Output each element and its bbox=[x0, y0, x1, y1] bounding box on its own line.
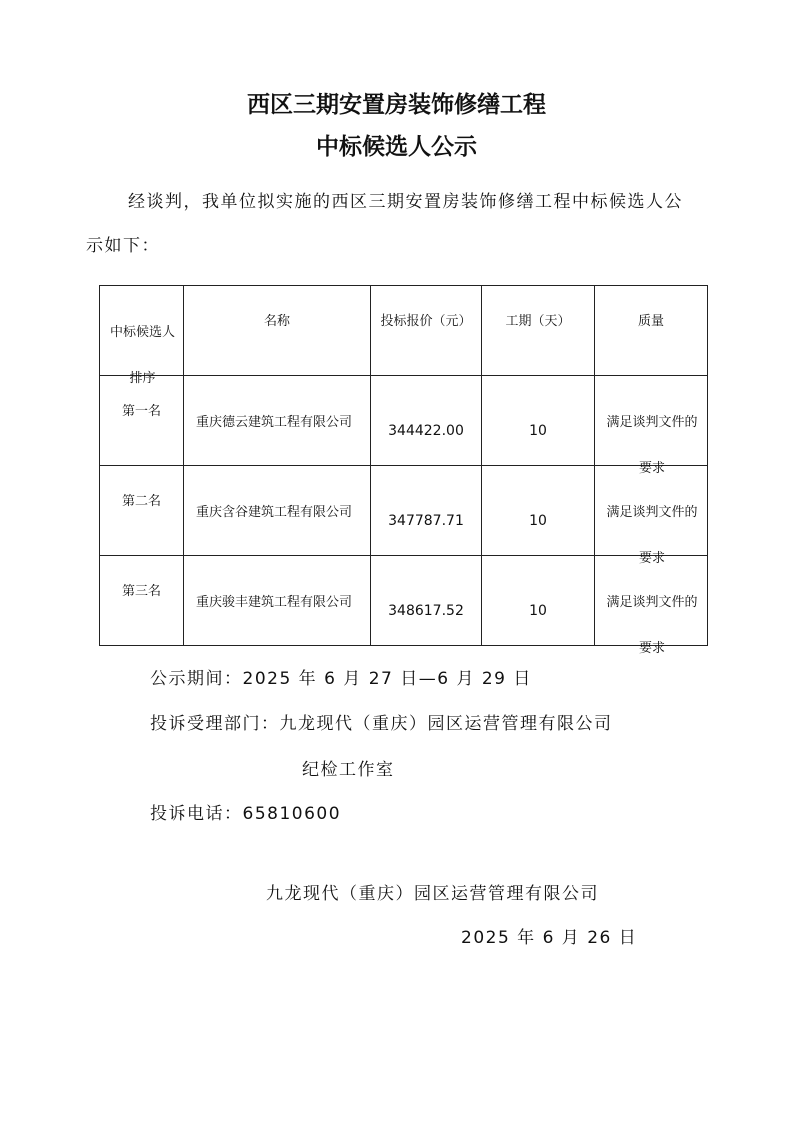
intro-paragraph bbox=[86, 180, 731, 268]
cell-quality: 满足谈判文件的要求 bbox=[595, 466, 708, 556]
cell-duration: 10 bbox=[482, 376, 595, 466]
intro-line-2: 示如下： bbox=[86, 236, 160, 256]
complaint-department: 投诉受理部门：九龙现代（重庆）园区运营管理有限公司 bbox=[150, 714, 613, 734]
signature-organization: 九龙现代（重庆）园区运营管理有限公司 bbox=[266, 884, 599, 904]
table-row bbox=[100, 466, 708, 556]
signature-date: 2025 年 6 月 26 日 bbox=[461, 928, 638, 948]
table-row bbox=[100, 556, 708, 646]
document-title-line-2: 中标候选人公示 bbox=[316, 133, 477, 160]
cell-quality: 满足谈判文件的要求 bbox=[595, 376, 708, 466]
header-quality: 质量 bbox=[595, 286, 708, 376]
cell-company-name: 重庆骏丰建筑工程有限公司 bbox=[184, 556, 371, 646]
complaint-phone: 投诉电话：65810600 bbox=[150, 804, 342, 824]
intro-line-1: 经谈判，我单位拟实施的西区三期安置房装饰修缮工程中标候选人公 bbox=[128, 192, 683, 212]
header-rank: 中标候选人排序 bbox=[100, 286, 184, 376]
cell-duration: 10 bbox=[482, 556, 595, 646]
cell-rank: 第三名 bbox=[100, 556, 184, 646]
header-name: 名称 bbox=[184, 286, 371, 376]
candidate-table bbox=[99, 285, 708, 656]
cell-rank: 第一名 bbox=[100, 376, 184, 466]
cell-duration: 10 bbox=[482, 466, 595, 556]
cell-bid-price: 348617.52 bbox=[371, 556, 482, 646]
cell-quality: 满足谈判文件的要求 bbox=[595, 556, 708, 646]
cell-rank: 第二名 bbox=[100, 466, 184, 556]
complaint-department-continued: 纪检工作室 bbox=[302, 760, 395, 780]
cell-bid-price: 347787.71 bbox=[371, 466, 482, 556]
table-header-row bbox=[100, 286, 708, 376]
cell-bid-price: 344422.00 bbox=[371, 376, 482, 466]
cell-company-name: 重庆德云建筑工程有限公司 bbox=[184, 376, 371, 466]
header-duration: 工期（天） bbox=[482, 286, 595, 376]
cell-company-name: 重庆含谷建筑工程有限公司 bbox=[184, 466, 371, 556]
document-title-line-1: 西区三期安置房装饰修缮工程 bbox=[247, 91, 546, 118]
header-bid-price: 投标报价（元） bbox=[371, 286, 482, 376]
table-row bbox=[100, 376, 708, 466]
public-period: 公示期间：2025 年 6 月 27 日—6 月 29 日 bbox=[150, 669, 532, 689]
